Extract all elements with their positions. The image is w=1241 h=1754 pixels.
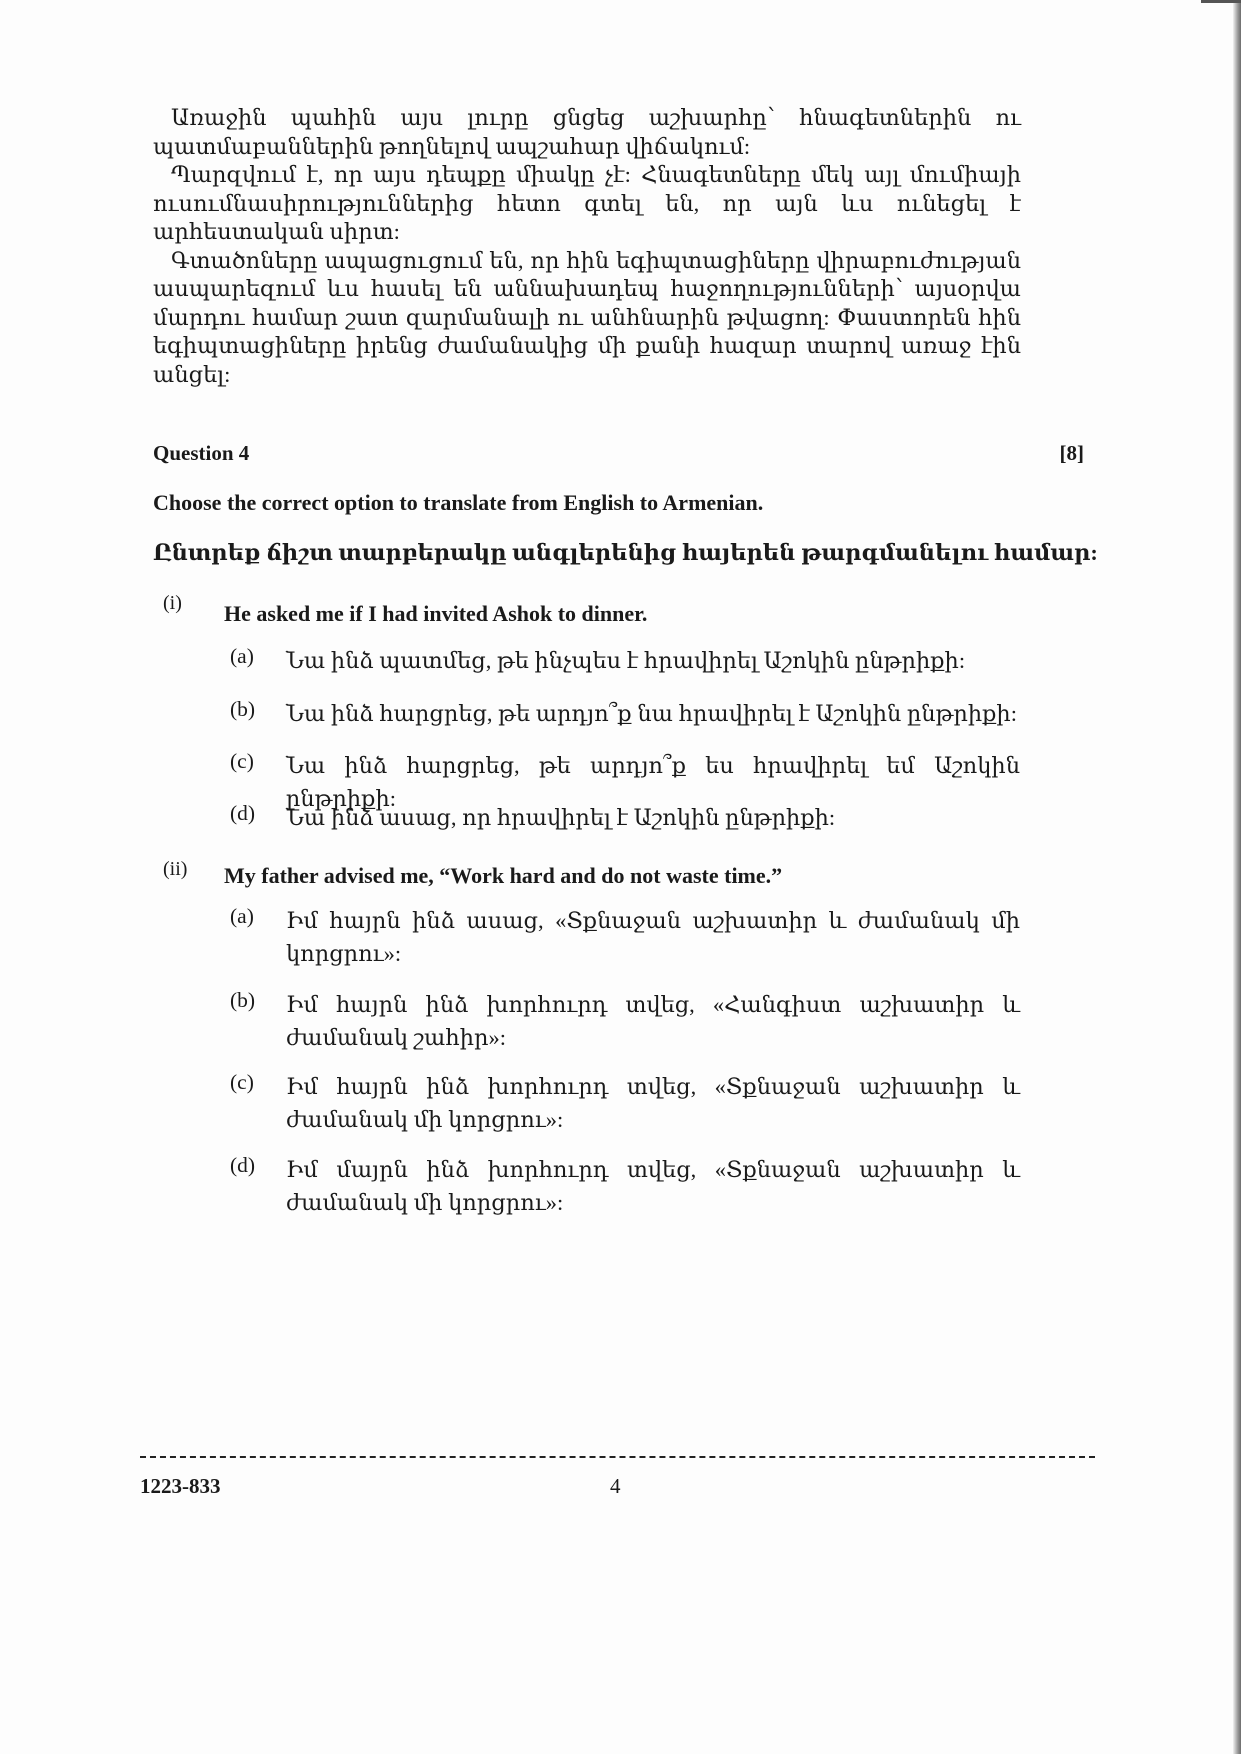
passage-paragraph: Գտածոները ապացուցում են, որ հին եգիպտացիները վիրաբուժության ասպարեզում ևս հասել են աննախադեպ հաջողությունների՝ այսօրվա մարդու համար շատ զարմանալի ու անհնարին թվացող: Փաստորեն հին եգիպտացիները իրենց ժամանակից մի քանի հազար տարով առաջ էին անցել: <box>153 247 1021 387</box>
option-text: Նա ինձ հարցրեց, թե արդյո՞ք ես հրավիրել եմ Աշոկին ընթրիքի: <box>286 753 1020 811</box>
paper-code: 1223-833 <box>140 1474 221 1498</box>
scan-edge-shadow <box>1233 0 1241 1754</box>
question-heading: Question 4 <box>153 441 250 465</box>
option-label: (b) <box>230 988 256 1012</box>
passage-paragraph: Պարզվում է, որ այս դեպքը միակը չէ: Հնագետները մեկ այլ մումիայի ուսումնասիրություններից հետո գտել են, որ այն ևս ունեցել է արհեստական սիրտ: <box>153 162 1021 244</box>
option-label: (d) <box>230 1153 256 1177</box>
option-label: (d) <box>230 801 256 825</box>
passage-paragraph: Առաջին պահին այս լուրը ցնցեց աշխարհը՝ հնագետներին ու պատմաբաններին թողնելով ապշահար վիճակում: <box>153 105 1021 159</box>
instruction-armenian: Ընտրեք ճիշտ տարբերակը անգլերենից հայերեն թարգմանելու համար: <box>153 540 1098 565</box>
subquestion-number: (i) <box>163 592 182 614</box>
option-label: (c) <box>230 749 254 773</box>
subquestion-prompt: He asked me if I had invited Ashok to dinner. <box>224 601 648 626</box>
option-text: Իմ հայրն ինձ ասաց, «Տքնաջան աշխատիր և ժամանակ մի կորցրու»: <box>286 908 1020 966</box>
instruction-english: Choose the correct option to translate from English to Armenian. <box>153 490 764 515</box>
footer-divider <box>140 1456 1095 1458</box>
option-label: (a) <box>230 644 254 668</box>
armenian-passage <box>153 104 1021 389</box>
subquestion-number: (ii) <box>163 858 188 880</box>
option-text: Նա ինձ հարցրեց, թե արդյո՞ք նա հրավիրել է Աշոկին ընթրիքի: <box>286 701 1017 726</box>
scan-edge-mark <box>1201 0 1241 3</box>
option-text: Իմ մայրն ինձ խորհուրդ տվեց, «Տքնաջան աշխատիր և ժամանակ մի կորցրու»: <box>286 1157 1020 1215</box>
option-label: (b) <box>230 697 256 721</box>
question-marks: [8] <box>1059 441 1084 465</box>
option-text: Իմ հայրն ինձ խորհուրդ տվեց, «Տքնաջան աշխատիր և ժամանակ մի կորցրու»: <box>286 1074 1020 1132</box>
page-number: 4 <box>610 1474 621 1498</box>
option-text: Իմ հայրն ինձ խորհուրդ տվեց, «Հանգիստ աշխատիր և ժամանակ շահիր»: <box>286 992 1020 1050</box>
option-text: Նա ինձ պատմեց, թե ինչպես է հրավիրել Աշոկին ընթրիքի: <box>286 648 966 673</box>
subquestion-prompt: My father advised me, “Work hard and do not waste time.” <box>224 863 783 888</box>
option-label: (a) <box>230 904 254 928</box>
option-text: Նա ինձ ասաց, որ հրավիրել է Աշոկին ընթրիքի: <box>286 805 836 830</box>
option-label: (c) <box>230 1070 254 1094</box>
